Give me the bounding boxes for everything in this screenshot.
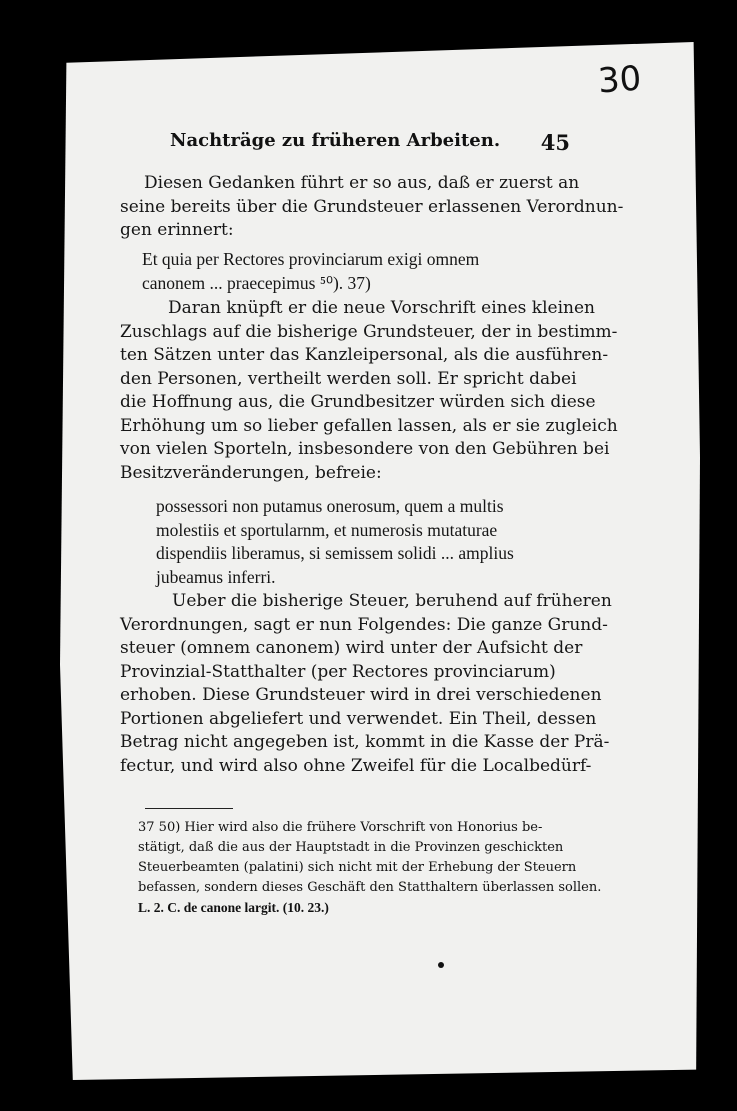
page-number: 45 — [540, 130, 570, 155]
text-line: Et quia per Rectores provinciarum exigi omnem — [142, 249, 480, 269]
text-line: steuer (omnem canonem) wird unter der Aufsicht der — [120, 638, 583, 658]
text-line: ten Sätzen unter das Kanzleipersonal, als die ausführen- — [120, 345, 609, 365]
text-line: molestiis et sportularnm, et numerosis mutaturae — [156, 519, 498, 540]
text-line: von vielen Sporteln, insbesondere von den Gebühren bei — [120, 439, 610, 459]
footnote-citation: L. 2. C. de canone largit. (10. 23.) — [138, 900, 329, 915]
text-line: Betrag nicht angegeben ist, kommt in die Kasse der Prä- — [120, 732, 610, 752]
text-line: Besitzveränderungen, befreie: — [120, 462, 382, 483]
text-line: den Personen, vertheilt werden soll. Er spricht dabei — [120, 368, 577, 389]
text-line: jubeamus inferri. — [156, 566, 276, 587]
text-line: die Hoffnung aus, die Grundbesitzer würden sich diese — [120, 392, 596, 412]
footnote-line: befassen, sondern dieses Geschäft den Statthaltern überlassen sollen. — [138, 880, 602, 895]
paragraph-3 — [120, 590, 612, 778]
ink-speck — [438, 962, 444, 968]
text-line: Verordnungen, sagt er nun Folgendes: Die ganze Grund- — [120, 614, 608, 635]
latin-quote-1 — [120, 248, 560, 295]
text-line: erhoben. Diese Grundsteuer wird in drei verschiedenen — [120, 685, 602, 705]
text-line: fectur, und wird also ohne Zweifel für die Localbedürf- — [120, 755, 592, 776]
text-line: Ueber die bisherige Steuer, beruhend auf früheren — [172, 591, 612, 611]
text-line: Diesen Gedanken führt er so aus, daß er zuerst an — [144, 173, 580, 193]
footnote-line: stätigt, daß die aus der Hauptstadt in die Provinzen geschickten — [138, 840, 564, 855]
text-line: Daran knüpft er die neue Vorschrift eines kleinen — [168, 298, 595, 318]
footnote-line: 37 50) Hier wird also die frühere Vorschrift von Honorius be- — [138, 820, 543, 835]
paragraph-1 — [120, 172, 624, 243]
handwritten-page-number: 30 — [596, 58, 643, 102]
latin-quote-2 — [120, 495, 560, 589]
text-line: Provinzial-Statthalter (per Rectores provinciarum) — [120, 661, 556, 682]
text-line: Erhöhung um so lieber gefallen lassen, als er sie zugleich — [120, 415, 618, 436]
header-title: Nachträge zu früheren Arbeiten. — [170, 130, 501, 151]
text-line: gen erinnert: — [120, 220, 234, 240]
text-line: seine bereits über die Grundsteuer erlassenen Verordnun- — [120, 196, 624, 217]
text-line: Zuschlags auf die bisherige Grundsteuer, der in bestimm- — [120, 321, 618, 342]
text-line: possessori non putamus onerosum, quem a multis — [156, 496, 504, 516]
text-line: Portionen abgeliefert und verwendet. Ein Theil, dessen — [120, 708, 597, 729]
footnote-divider — [145, 808, 233, 809]
footnote-line: Steuerbeamten (palatini) sich nicht mit der Erhebung der Steuern — [138, 860, 577, 875]
paragraph-2 — [120, 297, 618, 485]
running-header — [170, 130, 570, 160]
text-line: dispendiis liberamus, si semissem solidi ... amplius — [156, 543, 514, 563]
text-line: canonem ... praecepimus ⁵⁰). 37) — [142, 272, 371, 293]
